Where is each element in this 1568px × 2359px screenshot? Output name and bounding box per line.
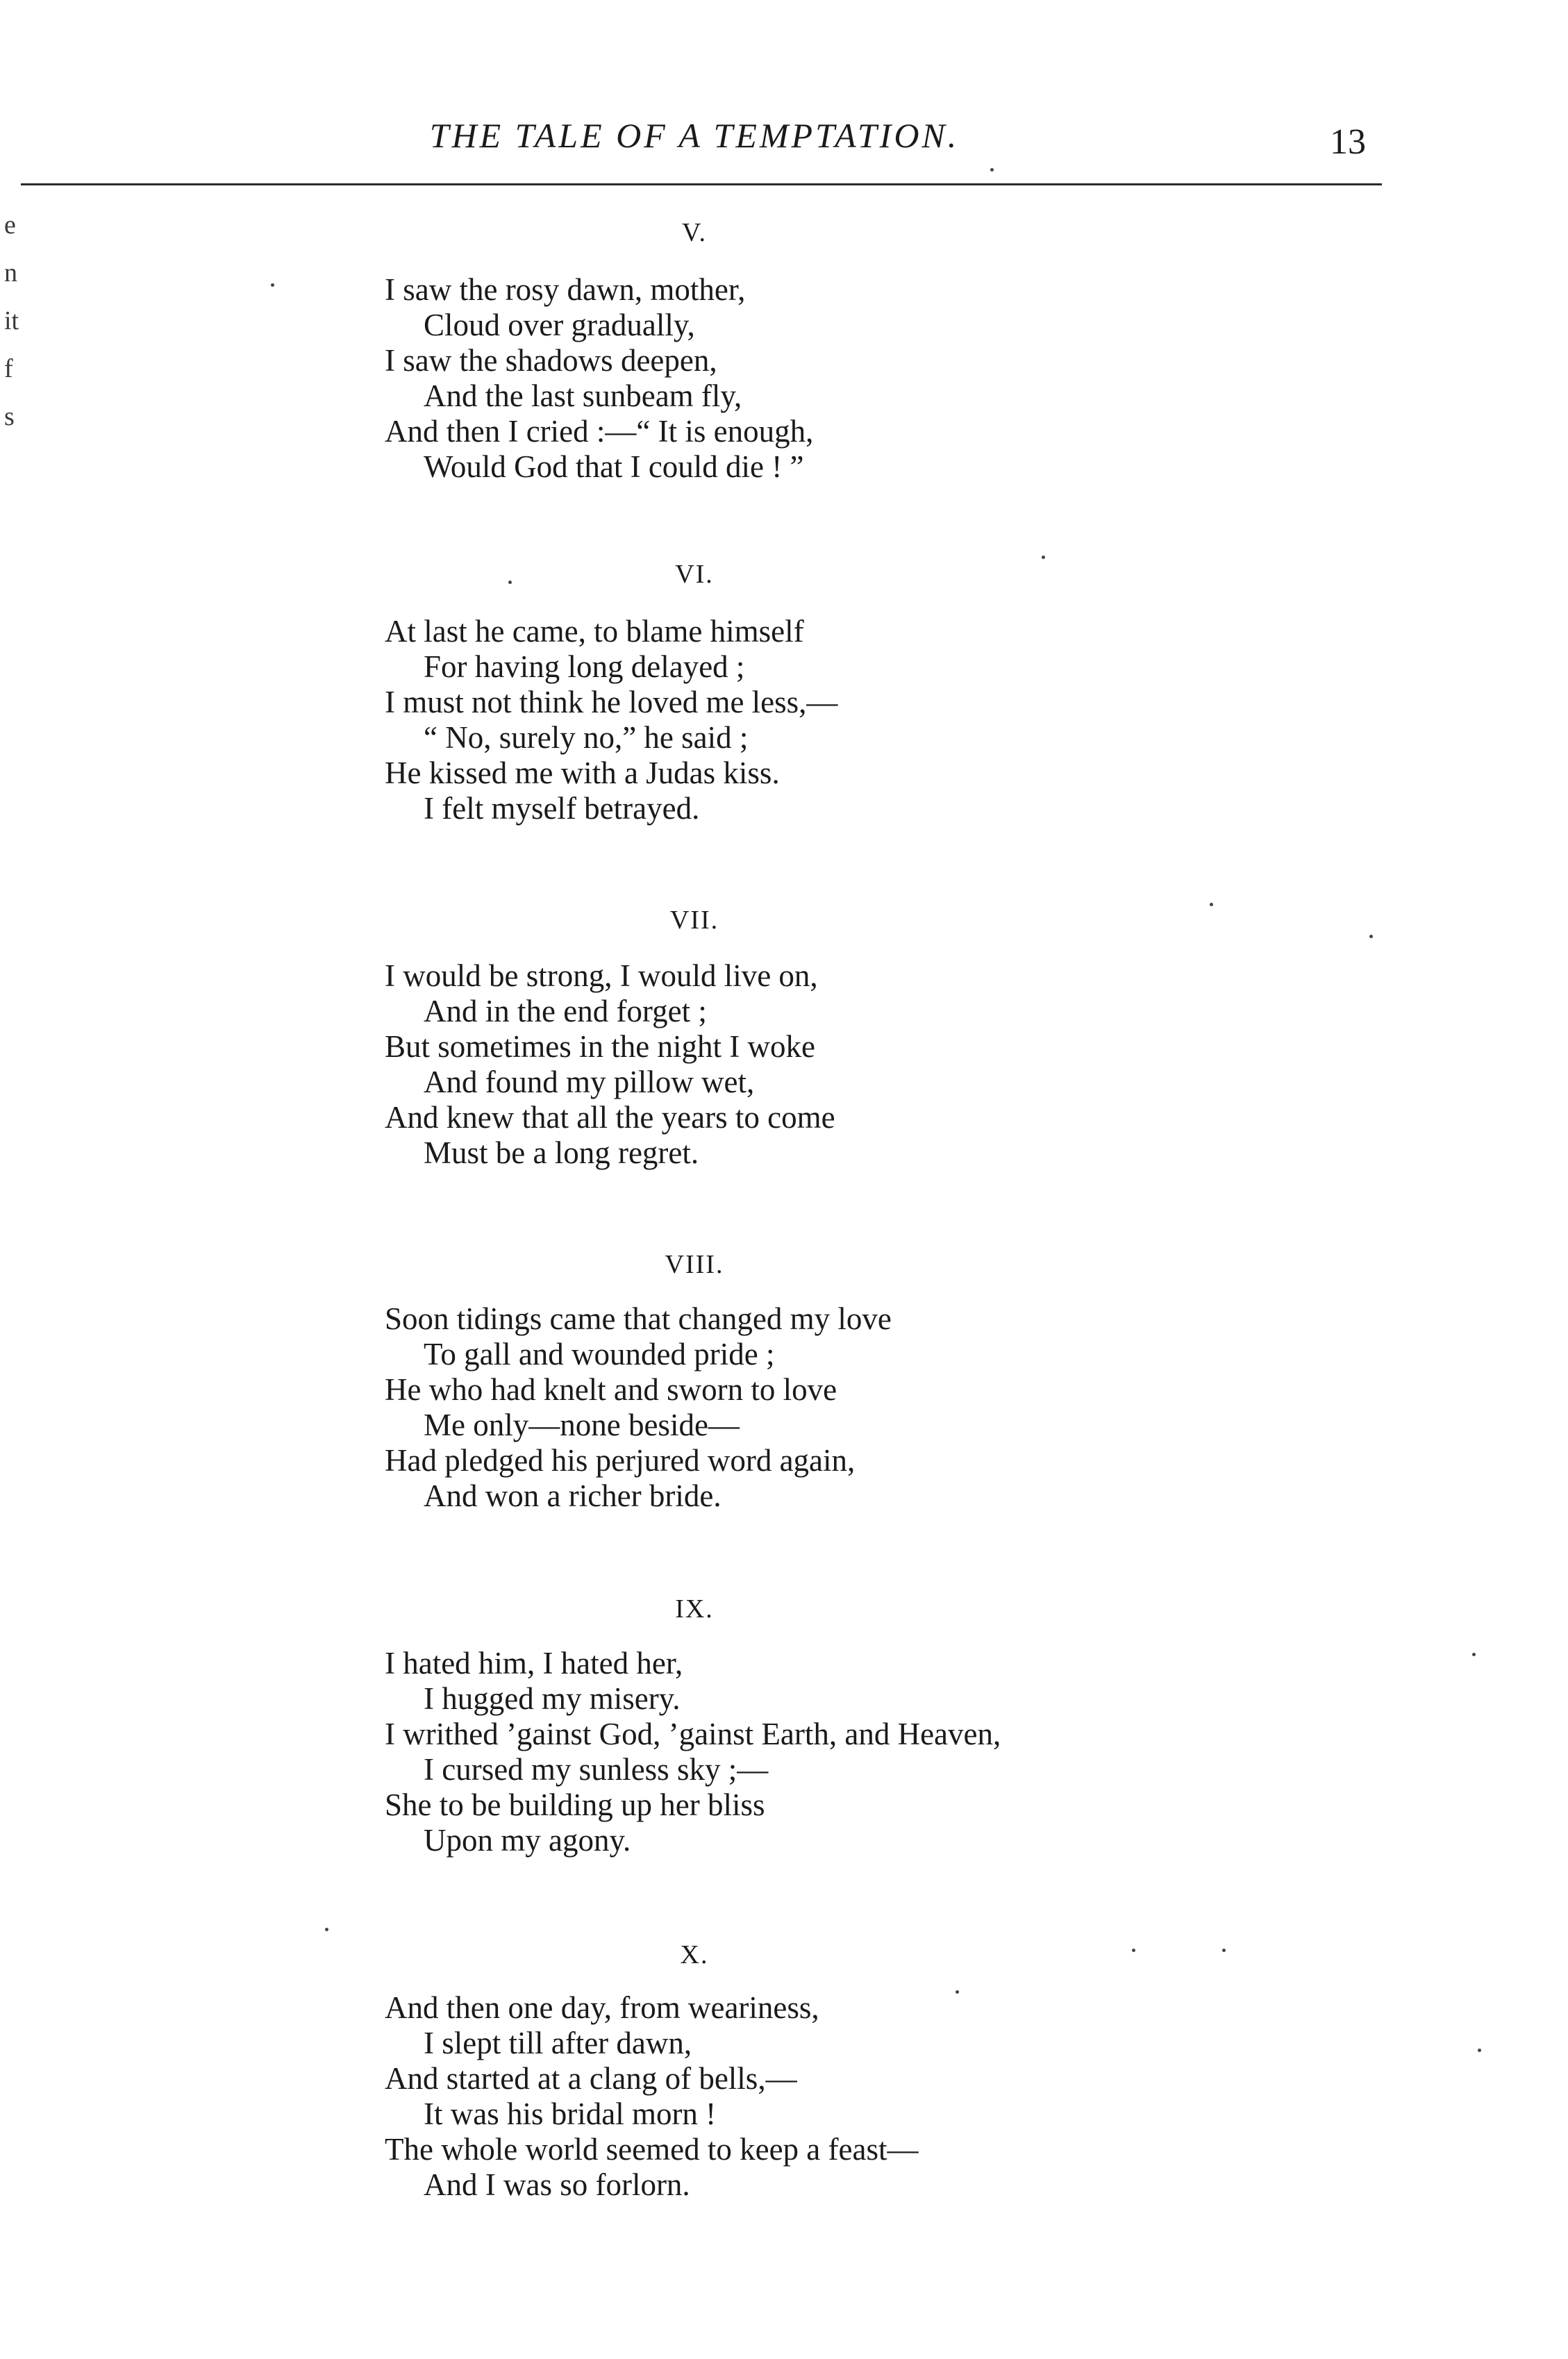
verse-line: The whole world seemed to keep a feast—: [385, 2132, 919, 2167]
scan-speck: [1222, 1949, 1226, 1952]
bleed-letter: e: [4, 210, 16, 240]
stanza-numeral: VI.: [675, 560, 714, 589]
verse-line: I hugged my misery.: [424, 1681, 681, 1716]
scan-speck: [271, 283, 274, 287]
scan-speck: [1210, 903, 1213, 906]
scan-speck: [508, 581, 512, 584]
scan-speck: [1369, 935, 1373, 938]
verse-line: And in the end forget ;: [424, 994, 707, 1028]
verse-line: And then I cried :—“ It is enough,: [385, 414, 814, 449]
stanza-numeral: VIII.: [665, 1250, 724, 1279]
verse-line: I slept till after dawn,: [424, 2026, 692, 2060]
verse-line: I saw the rosy dawn, mother,: [385, 272, 746, 307]
verse-line: Had pledged his perjured word again,: [385, 1443, 856, 1478]
verse-line: I must not think he loved me less,—: [385, 685, 838, 719]
bleed-letter: it: [4, 306, 19, 335]
verse-line: And the last sunbeam fly,: [424, 378, 742, 413]
verse-line: Would God that I could die ! ”: [424, 449, 804, 484]
stanza: [385, 1301, 1218, 1514]
stanza-numeral: V.: [681, 218, 708, 247]
page-number: 13: [1330, 122, 1366, 162]
verse-line: I saw the shadows deepen,: [385, 343, 717, 378]
stanza: [385, 272, 1218, 485]
scan-speck: [1478, 2049, 1481, 2052]
verse-line: I felt myself betrayed.: [424, 791, 700, 826]
stanza: [385, 1990, 1218, 2203]
bleed-letter: n: [4, 258, 17, 287]
verse-line: He kissed me with a Judas kiss.: [385, 756, 780, 790]
verse-line: And knew that all the years to come: [385, 1100, 835, 1135]
verse-line: But sometimes in the night I woke: [385, 1029, 815, 1064]
verse-line: Me only—none beside—: [424, 1408, 740, 1442]
scan-speck: [325, 1928, 328, 1931]
verse-line: And I was so forlorn.: [424, 2167, 690, 2202]
verse-line: I writhed ’gainst God, ’gainst Earth, and Heaven,: [385, 1717, 1001, 1751]
stanza: [385, 1646, 1218, 1858]
verse-line: And then one day, from weariness,: [385, 1990, 819, 2025]
header-rule: [21, 183, 1382, 185]
verse-line: At last he came, to blame himself: [385, 614, 804, 649]
running-title: THE TALE OF A TEMPTATION.: [429, 116, 960, 155]
verse-line: Soon tidings came that changed my love: [385, 1301, 892, 1336]
margin-bleed-text: [4, 201, 32, 441]
verse-line: Cloud over gradually,: [424, 308, 695, 342]
stanza: [385, 614, 1218, 826]
verse-line: And found my pillow wet,: [424, 1065, 755, 1099]
scan-speck: [990, 168, 994, 172]
stanza-numeral: X.: [680, 1940, 709, 1969]
scan-speck: [1132, 1949, 1135, 1952]
verse-line: It was his bridal morn !: [424, 2097, 717, 2131]
bleed-letter: s: [4, 402, 15, 431]
scan-speck: [1042, 556, 1045, 559]
verse-line: And started at a clang of bells,—: [385, 2061, 797, 2096]
running-head: [0, 111, 1568, 167]
verse-line: I hated him, I hated her,: [385, 1646, 683, 1681]
verse-line: She to be building up her bliss: [385, 1787, 765, 1822]
stanza: [385, 958, 1218, 1171]
stanza-numeral: VII.: [669, 906, 719, 935]
verse-line: “ No, surely no,” he said ;: [424, 720, 749, 755]
verse-line: Upon my agony.: [424, 1823, 631, 1858]
verse-line: And won a richer bride.: [424, 1478, 722, 1513]
verse-line: Must be a long regret.: [424, 1135, 699, 1170]
scan-speck: [956, 1990, 959, 1994]
verse-line: For having long delayed ;: [424, 649, 745, 684]
verse-line: I would be strong, I would live on,: [385, 958, 818, 993]
scan-speck: [1472, 1653, 1476, 1656]
verse-line: I cursed my sunless sky ;—: [424, 1752, 769, 1787]
verse-line: He who had knelt and sworn to love: [385, 1372, 837, 1407]
bleed-letter: f: [4, 354, 13, 383]
verse-line: To gall and wounded pride ;: [424, 1337, 775, 1372]
stanza-numeral: IX.: [675, 1594, 714, 1624]
